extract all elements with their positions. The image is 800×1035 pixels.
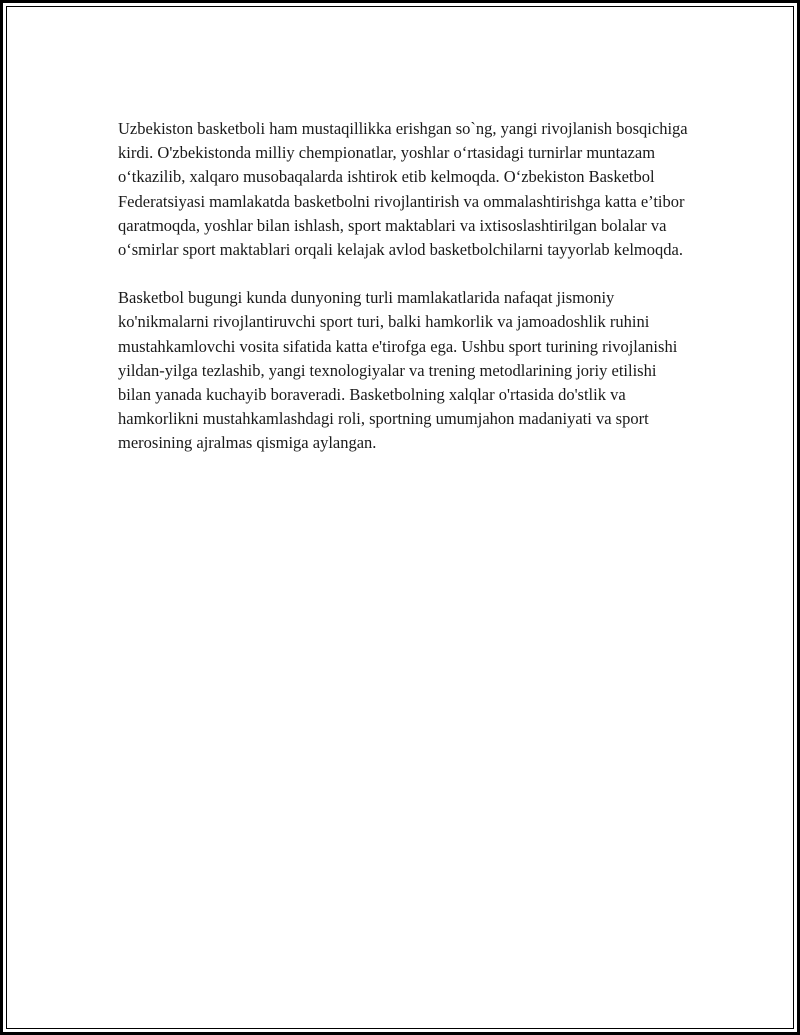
document-body [118,117,688,480]
paragraph-1: Uzbekiston basketboli ham mustaqillikka erishgan so`ng, yangi rivojlanish bosqichiga kirdi. O'zbekistonda milliy chempionatlar, yoshlar o‘rtasidagi turnirlar muntazam o‘tkazilib, xalqaro musobaqalarda ishtirok etib kelmoqda. O‘zbekiston Basketbol Federatsiyasi mamlakatda basketbolni rivojlantirish va ommalashtirishga katta e’tibor qaratmoqda, yoshlar bilan ishlash, sport maktablari va ixtisoslashtirilgan bolalar va o‘smirlar sport maktablari orqali kelajak avlod basketbolchilarni tayyorlab kelmoqda. [118,119,688,260]
paragraph-2: Basketbol bugungi kunda dunyoning turli mamlakatlarida nafaqat jismoniy ko'nikmalarni rivojlantiruvchi sport turi, balki hamkorlik va jamoadoshlik ruhini mustahkamlovchi vosita sifatida katta e'tirofga ega. Ushbu sport turining rivojlanishi yildan-yilga tezlashib, yangi texnologiyalar va trening metodlarining joriy etilishi bilan yanada kuchayib boraveradi. Basketbolning xalqlar o'rtasida do'stlik va hamkorlikni mustahkamlashdagi roli, sportning umumjahon madaniyati va sport merosining ajralmas qismiga aylangan. [118,288,678,453]
